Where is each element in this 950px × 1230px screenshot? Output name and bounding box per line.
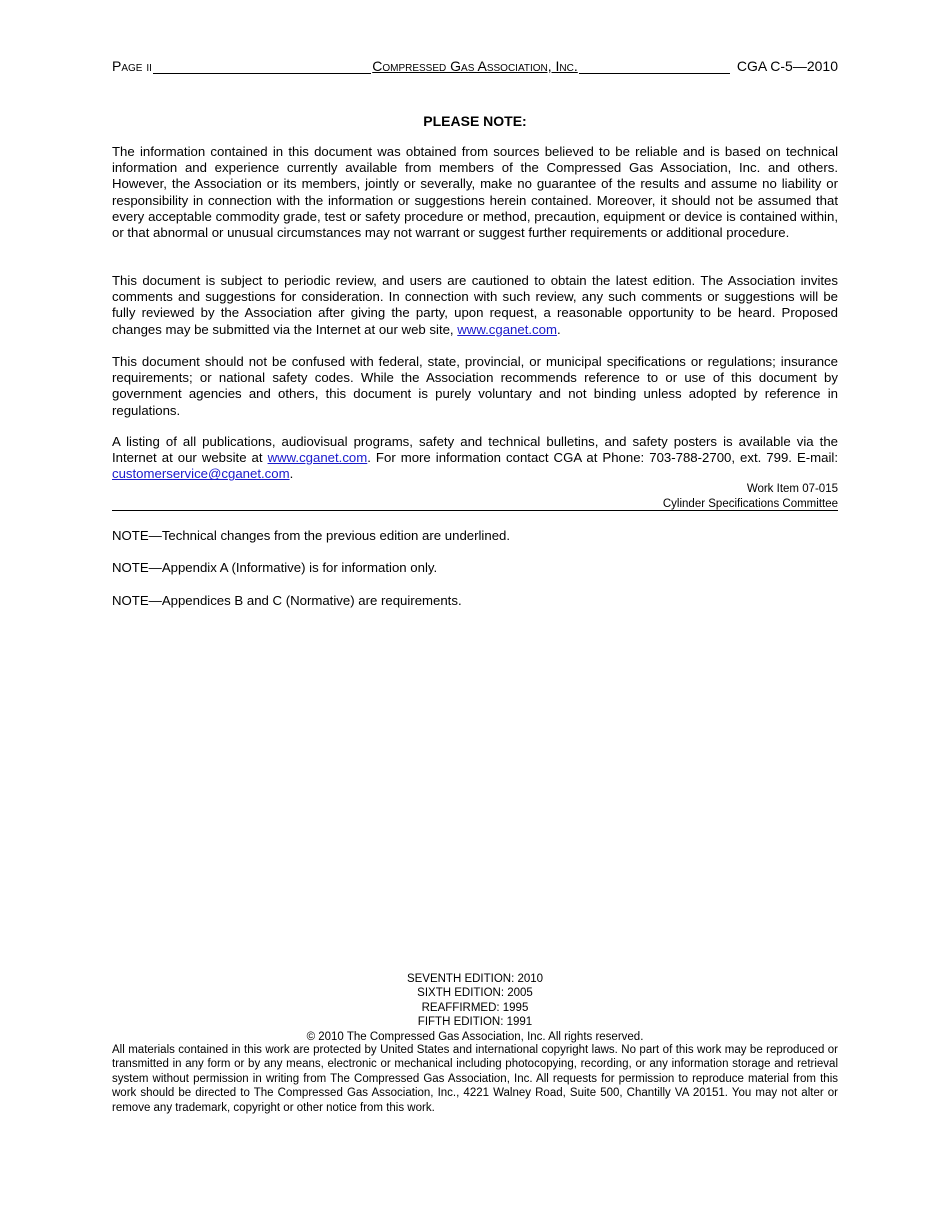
page-header bbox=[112, 57, 838, 75]
note-technical-changes: NOTE—Technical changes from the previous edition are underlined. bbox=[112, 528, 511, 543]
work-item-committee: Cylinder Specifications Committee bbox=[662, 498, 838, 510]
copyright-line: © 2010 The Compressed Gas Association, Inc. All rights reserved. bbox=[306, 1030, 644, 1043]
work-item-block bbox=[663, 482, 838, 512]
edition-seventh: SEVENTH EDITION: 2010 bbox=[406, 973, 544, 985]
page-title: PLEASE NOTE: bbox=[423, 113, 527, 129]
document-page bbox=[112, 0, 838, 1230]
edition-reaffirmed: REAFFIRMED: 1995 bbox=[421, 1001, 529, 1014]
header-page-number: Page ii bbox=[112, 58, 152, 74]
header-document-id: CGA C-5—2010 bbox=[736, 58, 838, 74]
paragraph-regulations: This document should not be confused with federal, state, provincial, or municipal specifications or regulations; insurance requirements; or national safety codes. While the Association recommends reference to or use of this document by government agencies and others, this document is purely voluntary and not binding unless adopted by reference in regulations. bbox=[112, 354, 838, 418]
website-link[interactable]: www.cganet.com bbox=[457, 321, 557, 337]
header-organization: Compressed Gas Association, Inc. bbox=[372, 58, 578, 74]
paragraph-contact-end: . bbox=[289, 466, 294, 482]
paragraph-review-end: . bbox=[556, 321, 561, 337]
email-link[interactable]: customerservice@cganet.com bbox=[112, 466, 290, 482]
paragraph-disclaimer: The information contained in this document was obtained from sources believed to be reliable and is based on technical information and experience currently available from members of the Compressed Gas Association, Inc. and others. However, the Association or its members, jointly or severally, make no guarantee of the results and assume no liability or responsibility in connection with the information or suggestions herein contained. Moreover, it should not be assumed that every acceptable commodity grade, test or safety procedure or method, precaution, equipment or device is contained within, or that abnormal or unusual circumstances may not warrant or suggest further requirements or additional procedure. bbox=[112, 144, 838, 241]
paragraph-contact-text: A listing of all publications, audiovisual programs, safety and technical bulletins, and safety posters is available via the Internet at our website at bbox=[112, 434, 838, 466]
work-item-rule bbox=[112, 510, 838, 511]
work-item-number: Work Item 07-015 bbox=[746, 483, 838, 495]
copyright-notice: All materials contained in this work are protected by United States and international copyright laws. No part of this work may be reproduced or transmitted in any form or by any means, electronic or mechanical including photocopying, recording, or any information storage and retrieval system without permission in writing from The Compressed Gas Association, Inc. All requests for permission to reproduce material from this work should be directed to The Compressed Gas Association, Inc., 4221 Walney Road, Suite 500, Chantilly VA 20151. You may not alter or remove any trademark, copyright or other notice from this work. bbox=[112, 1044, 838, 1114]
edition-fifth: FIFTH EDITION: 1991 bbox=[417, 1016, 533, 1029]
paragraph-review-text: This document is subject to periodic review, and users are cautioned to obtain the latest edition. The Association invites comments and suggestions for consideration. In connection with such review, any such comments or suggestions will be fully reviewed by the Association after giving the party, upon request, a reasonable opportunity to be heard. Proposed changes may be submitted via the Internet at our web site, bbox=[112, 273, 838, 337]
paragraph-review bbox=[112, 273, 838, 338]
website-link-2[interactable]: www.cganet.com bbox=[267, 450, 368, 466]
edition-history bbox=[112, 972, 838, 1044]
paragraph-contact-mid: . For more information contact CGA at Phone: 703-788-2700, ext. 799. E-mail: bbox=[367, 450, 839, 466]
note-appendix-a: NOTE—Appendix A (Informative) is for information only. bbox=[112, 560, 438, 575]
note-appendices-b-c: NOTE—Appendices B and C (Normative) are requirements. bbox=[112, 593, 462, 608]
paragraph-contact bbox=[112, 434, 838, 483]
header-center bbox=[112, 57, 838, 75]
edition-sixth: SIXTH EDITION: 2005 bbox=[417, 987, 533, 1000]
